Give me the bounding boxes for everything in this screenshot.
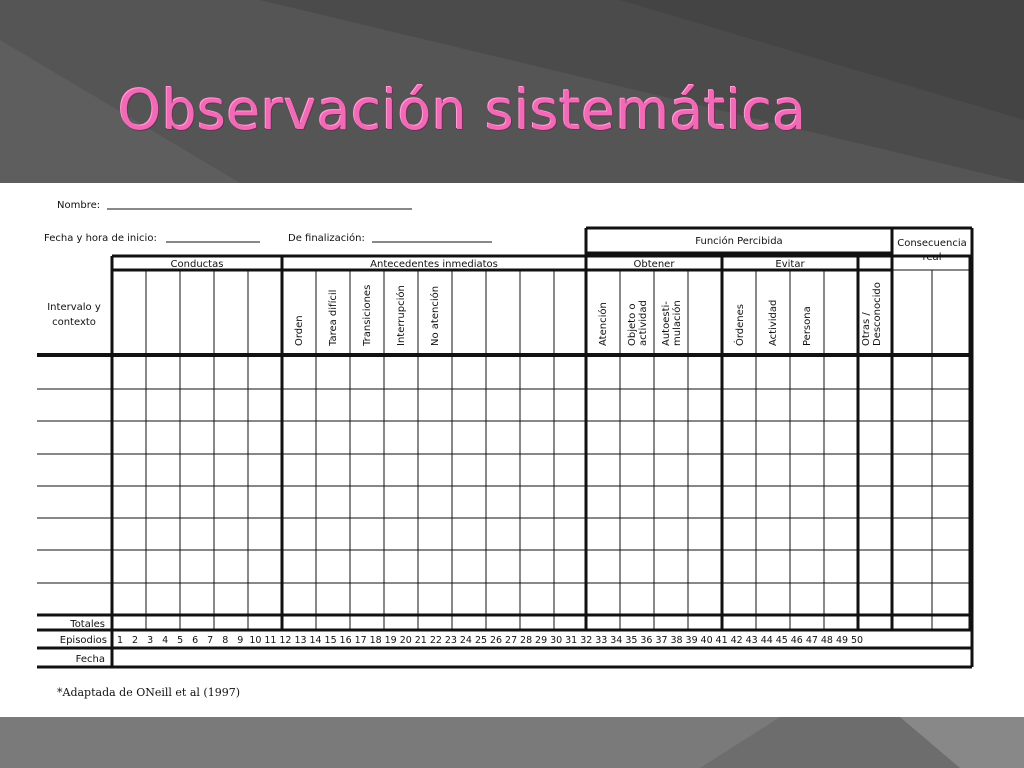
form-grid [37,228,972,667]
episode-number: 37 [655,635,668,646]
episode-number: 32 [580,635,593,646]
antecedent-label: Interrupción [396,285,407,346]
group-label-antecedents: Antecedentes inmediatos [370,259,498,270]
group-label-avoid: Evitar [775,259,805,270]
episode-number: 38 [670,635,683,646]
obtain-label-line2: actividad [638,300,649,346]
avoid-label: Órdenes [735,303,746,346]
footnote: *Adaptada de ONeill et al (1997) [57,686,240,699]
date-label: Fecha [75,654,105,665]
obtain-label-line1: Objeto o [627,303,638,346]
bottom-band [0,717,1024,768]
bottom-decoration [0,717,1024,768]
episode-number: 5 [177,635,184,646]
episode-number: 44 [760,635,773,646]
episode-number: 47 [805,635,818,646]
observation-form [0,183,1024,717]
episode-number: 18 [369,635,382,646]
episode-number: 42 [730,635,743,646]
episode-number: 36 [640,635,653,646]
episode-number: 49 [835,635,849,646]
episode-number: 40 [700,635,713,646]
episode-number: 27 [505,635,518,646]
episode-number: 20 [399,635,412,646]
interval-label-line1: Intervalo y [47,302,101,313]
episode-number: 2 [131,635,139,646]
slide-title: Observación sistemática [118,78,807,142]
episode-number: 25 [474,635,488,646]
form-labels [47,235,967,665]
episode-number: 45 [775,635,788,646]
interval-label-line2: contexto [52,317,96,328]
antecedent-label: Transiciones [362,284,373,346]
episode-number: 7 [207,635,214,646]
obtain-label-line2: mulación [672,300,683,346]
end-label: De finalización: [288,233,365,244]
episode-number: 46 [790,635,803,646]
start-label: Fecha y hora de inicio: [44,233,157,244]
episode-number: 28 [520,635,533,646]
episode-number: 4 [162,635,169,646]
episode-number: 12 [279,635,292,646]
episode-number: 15 [324,635,337,646]
antecedent-label: Tarea difícil [328,289,339,346]
obtain-label-line1: Autoesti- [661,301,672,346]
consequence-header-line2: real [922,252,942,263]
episode-number: 23 [444,635,457,646]
episode-number: 30 [550,635,563,646]
episode-number: 26 [489,635,503,646]
episode-number: 10 [249,635,262,646]
episode-number: 22 [429,635,442,646]
episode-number: 11 [264,635,277,646]
episode-number: 43 [745,635,758,646]
episode-number: 35 [625,635,638,646]
episode-number: 1 [116,635,124,646]
episode-number: 33 [595,635,608,646]
avoid-label: Actividad [768,299,779,346]
episode-number: 34 [610,635,623,646]
episode-number: 8 [222,635,229,646]
obtain-label: Atención [598,302,609,346]
episode-number: 19 [384,635,397,646]
episode-number: 3 [147,635,154,646]
episode-number: 14 [309,635,322,646]
episode-number: 29 [535,635,548,646]
episode-number: 31 [565,635,578,646]
function-header: Función Percibida [695,236,783,247]
antecedent-label: No atención [430,285,441,346]
consequence-header-line1: Consecuencia [897,238,967,249]
episode-number: 39 [685,635,698,646]
episodes-label: Episodios [59,635,107,646]
episode-number: 48 [820,635,833,646]
other-label-line2: Desconocido [872,282,883,346]
episode-number: 24 [459,635,472,646]
other-label-line1: Otras / [861,312,872,346]
episode-number: 50 [850,635,864,646]
title-band [0,0,1024,183]
group-label-obtain: Obtener [633,259,675,270]
group-label-behaviors: Conductas [170,259,224,270]
episode-number: 41 [715,635,728,646]
episode-number: 17 [354,635,367,646]
episode-number: 13 [294,635,307,646]
episode-number: 16 [339,635,352,646]
episode-number: 9 [237,635,244,646]
totals-label: Totales [70,619,105,630]
avoid-label: Persona [802,306,813,346]
observation-form-sheet [0,183,1024,717]
antecedent-label: Orden [294,315,305,346]
episode-number: 6 [192,635,199,646]
name-label: Nombre: [57,200,101,211]
episode-number: 21 [414,635,427,646]
